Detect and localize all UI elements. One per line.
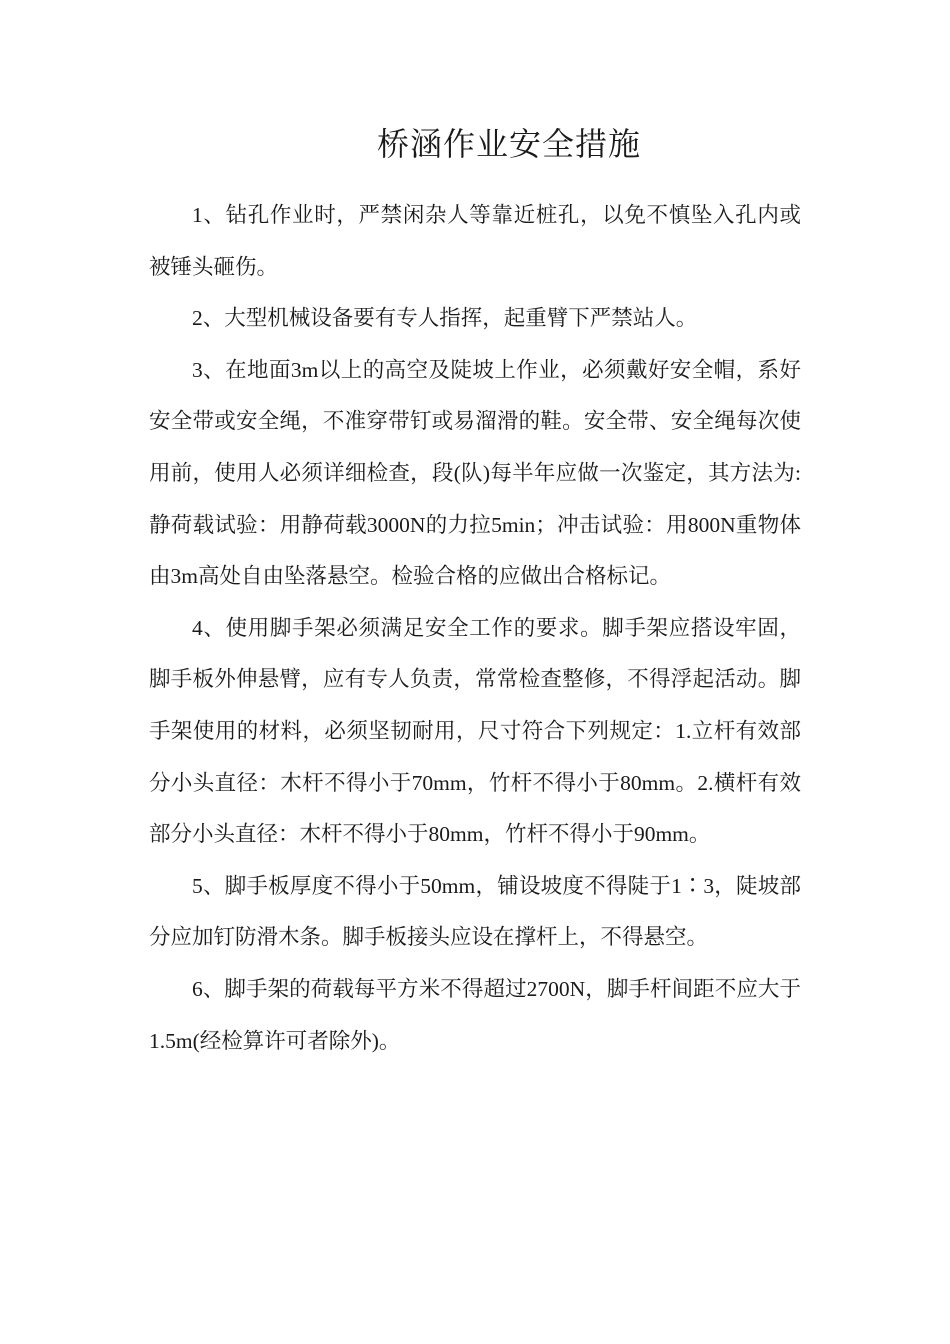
document-body: [149, 190, 801, 1067]
paragraph-1: 1、钻孔作业时，严禁闲杂人等靠近桩孔，以免不慎坠入孔内或被锤头砸伤。: [149, 203, 801, 279]
document-title: 桥涵作业安全措施: [376, 126, 641, 162]
paragraph-3: 3、在地面3m以上的高空及陡坡上作业，必须戴好安全帽，系好安全带或安全绳，不准穿带钉或易溜滑的鞋。安全带、安全绳每次使用前，使用人必须详细检查，段(队)每半年应做一次鉴定，其方法为:静荷载试验：用静荷载3000N的力拉5min；冲击试验：用800N重物体由3m高处自由坠落悬空。检验合格的应做出合格标记。: [149, 357, 801, 589]
paragraph-6: 6、脚手架的荷载每平方米不得超过2700N，脚手杆间距不应大于1.5m(经检算许可者除外)。: [149, 976, 801, 1053]
paragraph-4: 4、使用脚手架必须满足安全工作的要求。脚手架应搭设牢固，脚手板外伸悬臂，应有专人负责，常常检查整修，不得浮起活动。脚手架使用的材料，必须坚韧耐用，尺寸符合下列规定：1.立杆有效部分小头直径：木杆不得小于70mm，竹杆不得小于80mm。2.横杆有效部分小头直径：木杆不得小于80mm，竹杆不得小于90mm。: [149, 615, 801, 847]
paragraph-5: 5、脚手板厚度不得小于50mm，铺设坡度不得陡于1∶3，陡坡部分应加钉防滑木条。脚手板接头应设在撑杆上，不得悬空。: [149, 873, 801, 950]
paragraph-2: 2、大型机械设备要有专人指挥，起重臂下严禁站人。: [192, 306, 698, 331]
